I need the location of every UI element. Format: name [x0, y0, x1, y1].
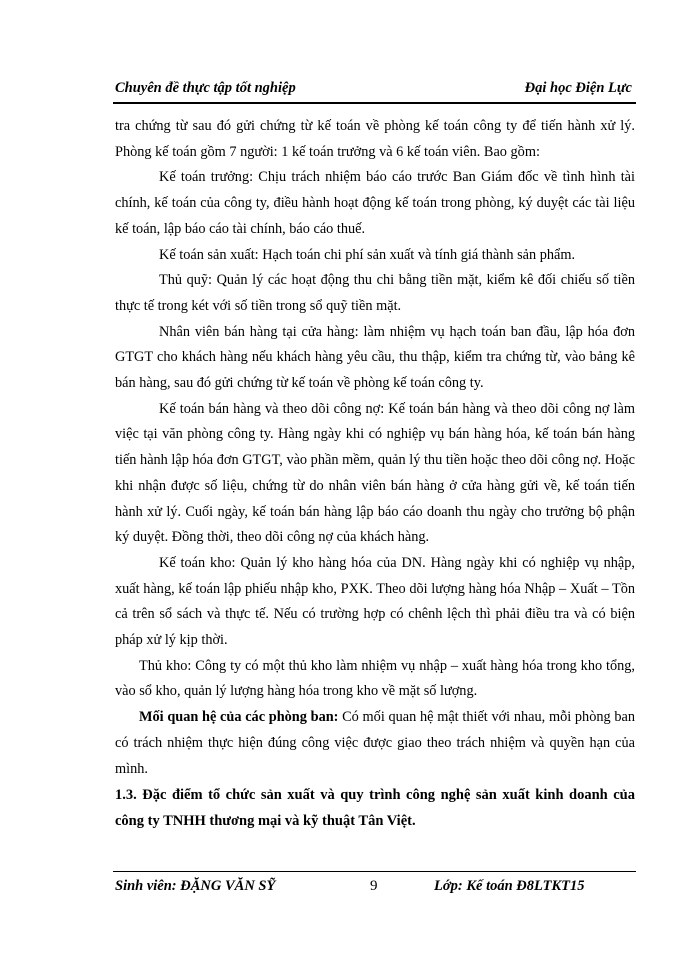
paragraph-treasurer: Thủ quỹ: Quản lý các hoạt động thu chi bằng tiền mặt, kiểm kê đối chiếu số tiền thực tế trong két với số tiền trong sổ quỹ tiền mặt. — [115, 272, 635, 314]
paragraph-accounting-department: tra chứng từ sau đó gửi chứng từ kế toán về phòng kế toán công ty để tiến hành xử lý. Phòng kế toán gồm 7 người: 1 kế toán trưởng và 6 kế toán viên. Bao gồm: — [115, 118, 635, 160]
relations-text: Có mối quan hệ mật thiết với nhau, mỗi phòng ban có trách nhiệm thực hiện đúng công việc được giao theo trách nhiệm và quyền hạn của mình. — [115, 709, 635, 777]
relations-label: Mối quan hệ của các phòng ban: — [139, 709, 339, 726]
document-body — [115, 114, 635, 834]
paragraph-sales-accountant: Kế toán bán hàng và theo dõi công nợ: Kế toán bán hàng và theo dõi công nợ làm việc tại văn phòng công ty. Hàng ngày khi có nghiệp vụ bán hàng hóa, kế toán bán hàng tiến hành lập hóa đơn GTGT, vào phần mềm, quản lý thu tiền hoặc theo dõi công nợ. Hoặc khi nhận được số liệu, chứng từ do nhân viên bán hàng ở cửa hàng gửi về, kế toán tiến hành xử lý. Cuối ngày, kế toán bán hàng lập báo cáo doanh thu ngày cho trưởng bộ phận ký duyệt. Đồng thời, theo dõi công nợ của khách hàng. — [115, 400, 635, 546]
paragraph-sales-staff: Nhân viên bán hàng tại cửa hàng: làm nhiệm vụ hạch toán ban đầu, lập hóa đơn GTGT cho khách hàng nếu khách hàng yêu cầu, thu thập, kiểm tra chứng từ, vào bảng kê bán hàng, sau đó gửi chứng từ kế toán về phòng kế toán công ty. — [115, 323, 635, 392]
page-header — [113, 80, 636, 104]
paragraph-storekeeper: Thủ kho: Công ty có một thủ kho làm nhiệm vụ nhập – xuất hàng hóa trong kho tổng, vào sổ kho, quản lý lượng hàng hóa trong kho về mặt số lượng. — [115, 657, 635, 700]
paragraph-production-accountant: Kế toán sản xuất: Hạch toán chi phí sản xuất và tính giá thành sản phẩm. — [159, 246, 576, 263]
footer-class: Lớp: Kế toán Đ8LTKT15 — [434, 878, 585, 894]
footer-page-number: 9 — [370, 878, 378, 894]
section-heading: 1.3. Đặc điểm tổ chức sản xuất và quy trình công nghệ sản xuất kinh doanh của công ty TNHH thương mại và kỹ thuật Tân Việt. — [115, 787, 635, 830]
header-title-right: Đại học Điện Lực — [524, 80, 632, 96]
footer-student-name: Sinh viên: ĐẶNG VĂN SỸ — [115, 878, 276, 894]
paragraph-department-relations — [115, 705, 635, 782]
header-title-left: Chuyên đề thực tập tốt nghiệp — [115, 80, 296, 96]
paragraph-chief-accountant: Kế toán trưởng: Chịu trách nhiệm báo cáo trước Ban Giám đốc về tình hình tài chính, kế toán của công ty, điều hành hoạt động kế toán trong phòng, ký duyệt các tài liệu kế toán, lập báo cáo tài chính, báo cáo thuế. — [115, 169, 635, 237]
footer-divider — [113, 871, 636, 872]
paragraph-warehouse-accountant: Kế toán kho: Quản lý kho hàng hóa của DN. Hàng ngày khi có nghiệp vụ nhập, xuất hàng, kế toán lập phiếu nhập kho, PXK. Theo dõi lượng hàng hóa Nhập – Xuất – Tồn cả trên sổ sách và thực tế. Nếu có trường hợp có chênh lệch thì phải điều tra và có biện pháp xử lý kịp thời. — [115, 554, 635, 649]
